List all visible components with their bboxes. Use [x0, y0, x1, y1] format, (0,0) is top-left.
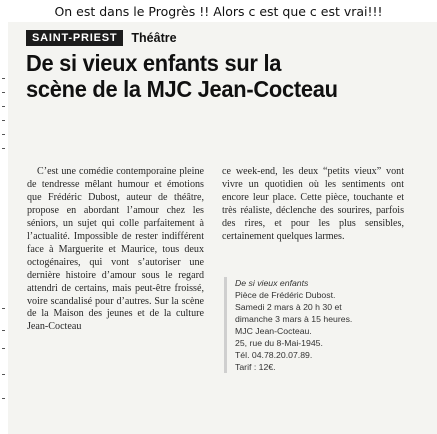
info-line: dimanche 3 mars à 15 heures. [235, 314, 353, 324]
article-body-right: ce week-end, les deux “petits vieux” vont vivre un quotidien où les sentiments ont encore leur place. Cette pièce, touchante et très réaliste, déclenche des sourires, parfois des rires, et pour les plus sensibles, certainement quelques larmes. [222, 166, 404, 242]
newspaper-clipping [8, 22, 437, 434]
caption: On est dans le Progrès !! Alors c est que c est vrai!!! [54, 3, 383, 19]
info-line: MJC Jean-Cocteau. [235, 326, 312, 336]
event-info-box [224, 277, 405, 373]
info-line: Tarif : 12€. [235, 362, 276, 372]
info-line: Tél. 04.78.20.07.89. [235, 350, 313, 360]
info-line: Pièce de Frédéric Dubost. [235, 290, 336, 300]
kicker [26, 30, 177, 46]
scan-margin-marks [0, 78, 8, 408]
rubric-label: Théâtre [131, 31, 177, 45]
headline-line-1: De si vieux enfants sur la [26, 50, 282, 76]
info-line: 25, rue du 8-Mai-1945. [235, 338, 323, 348]
article-column-left [27, 166, 204, 334]
headline [26, 50, 403, 102]
info-title: De si vieux enfants [235, 278, 309, 288]
headline-line-2: scène de la MJC Jean-Cocteau [26, 76, 338, 102]
info-line: Samedi 2 mars à 20 h 30 et [235, 302, 342, 312]
article-body-left: C’est une comédie contemporaine pleine de tendresse mêlant humour et émotions que Frédéric Dubost, auteur de théâtre, propose en abordant l’amour chez les séniors, un sujet qui colle parfaitement à l’actualité. Impossible de rester indifférent face à Marguerite et Maurice, tous deux octogénaires, qui vont s’autoriser une dernière histoire d’amour sous le regard attendri de certains, mais peut-être froissé, voire scandalisé pour d’autres. Sur la scène de la Maison des jeunes et de la culture Jean-Cocteau [27, 166, 204, 333]
article-column-right [222, 166, 404, 244]
section-badge: SAINT-PRIEST [26, 30, 123, 46]
